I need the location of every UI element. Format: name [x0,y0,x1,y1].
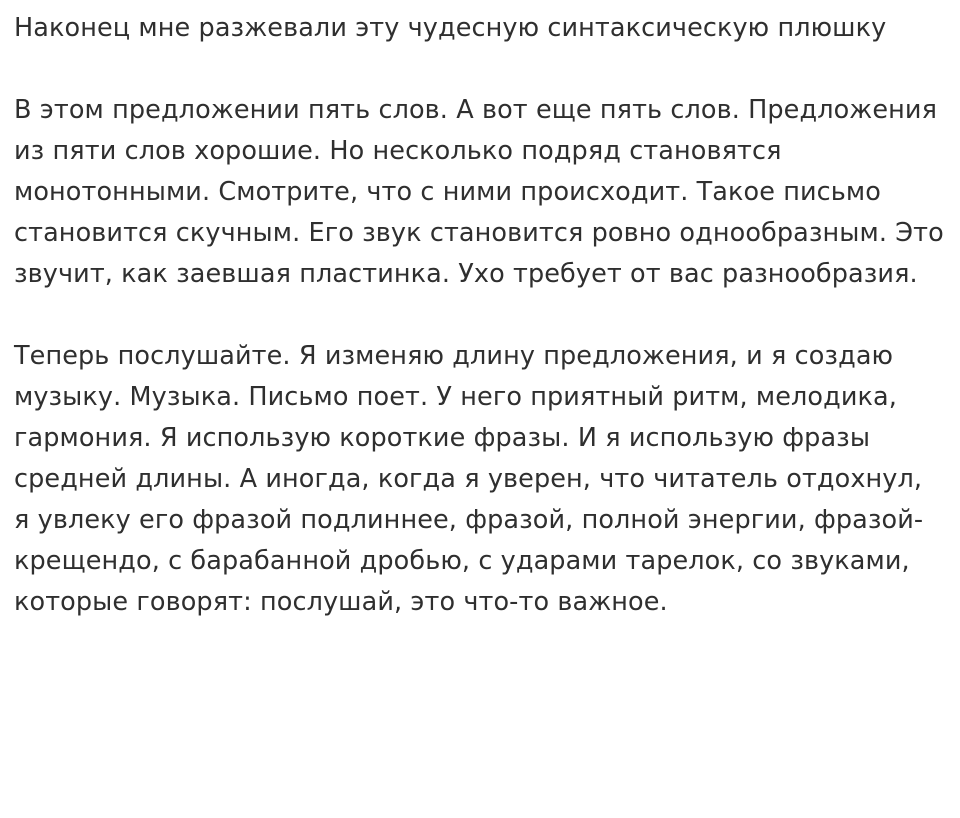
body-paragraph-1: В этом предложении пять слов. А вот еще пять слов. Предложения из пяти слов хорошие. Но несколько подряд становятся монотонными. Смотрите, что с ними происходит. Такое письмо становится скучным. Его звук становится ровно однообразным. Это звучит, как заевшая пластинка. Ухо требует от вас разнообразия. [14,95,944,289]
body-paragraph-2: Теперь послушайте. Я изменяю длину предложения, и я создаю музыку. Музыка. Письмо поет. У него приятный ритм, мелодика, гармония. Я использую короткие фразы. И я использую фразы средней длины. А иногда, когда я уверен, что читатель отдохнул, я увлеку его фразой подлиннее, фразой, полной энергии, фразой-крещендо, с барабанной дробью, с ударами тарелок, со звуками, которые говорят: послушай, это что-то важное. [14,341,924,617]
title-paragraph: Наконец мне разжевали эту чудесную синтаксическую плюшку [14,13,887,43]
